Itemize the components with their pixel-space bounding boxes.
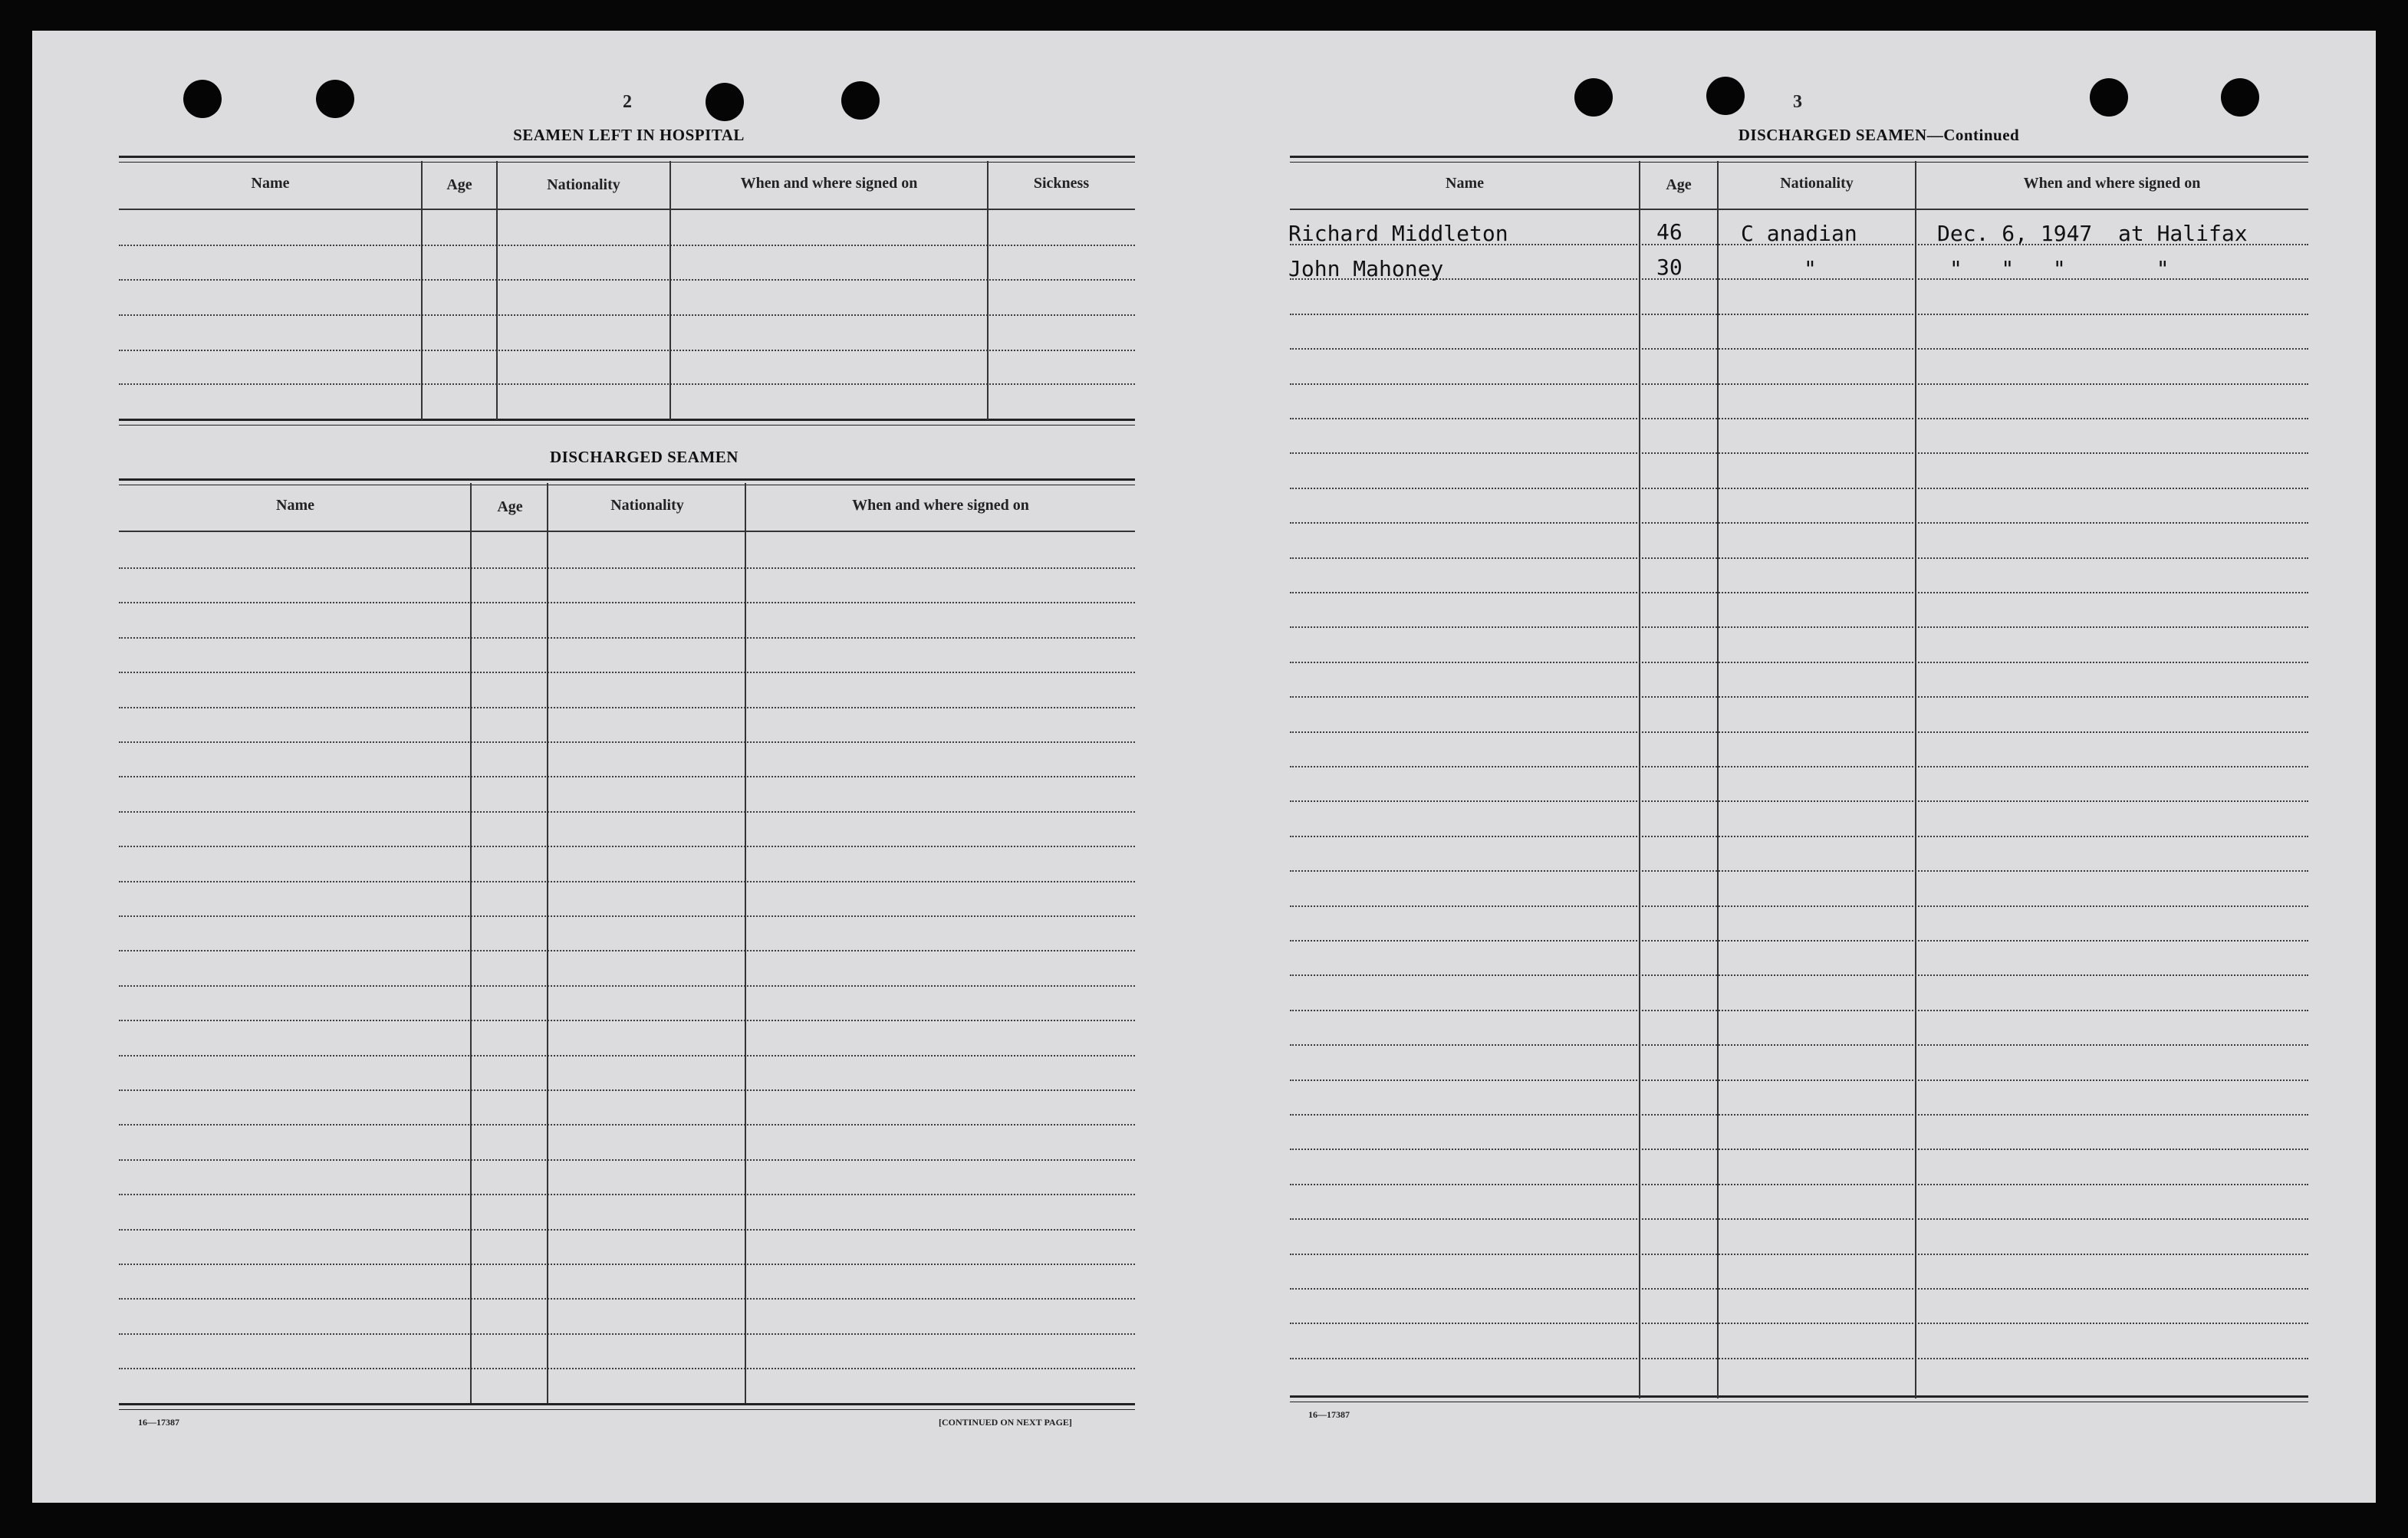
hospital-col-divider: [421, 161, 423, 420]
ruled-row-line: [1290, 870, 2308, 872]
col-header-nationality: Nationality: [1780, 175, 1854, 192]
ruled-row-line: [119, 741, 1135, 743]
ruled-row-line: [1290, 1323, 2308, 1324]
ruled-row-line: [1290, 800, 2308, 802]
hospital-row-line: [119, 314, 1135, 316]
ruled-row-line: [119, 1159, 1135, 1161]
ruled-row-line: [1290, 348, 2308, 350]
form-number: 16—17387: [1308, 1409, 1350, 1420]
ruled-row-line: [1290, 1254, 2308, 1255]
ruled-row-line: [119, 1194, 1135, 1195]
hospital-col-divider: [496, 161, 498, 420]
punch-hole: [2090, 78, 2128, 117]
ruled-row-line: [1290, 974, 2308, 976]
col-header-signed-on: When and where signed on: [740, 175, 918, 192]
col-header-nationality: Nationality: [610, 497, 684, 514]
page-number: 3: [1793, 92, 1802, 112]
hospital-row-line: [119, 350, 1135, 351]
ruled-row-line: [119, 1020, 1135, 1021]
entry-nationality: C anadian: [1741, 221, 1857, 246]
ruled-row-line: [119, 1124, 1135, 1126]
ruled-row-line: [1290, 1010, 2308, 1011]
col-divider: [1639, 161, 1640, 1398]
col-header-signed-on: When and where signed on: [852, 497, 1029, 514]
ruled-row-line: [119, 707, 1135, 708]
ruled-row-line: [1290, 940, 2308, 942]
ruled-row-line: [119, 985, 1135, 987]
ruled-row-line: [1290, 731, 2308, 733]
punch-hole: [841, 81, 880, 120]
col-header-name: Name: [276, 497, 314, 514]
ruled-row-line: [1290, 766, 2308, 767]
hospital-table-top-rule: [119, 156, 1135, 163]
form-number: 16—17387: [138, 1417, 179, 1428]
discharged-header-divider: [119, 531, 1135, 532]
ruled-row-line: [1290, 592, 2308, 593]
ruled-row-line: [119, 602, 1135, 603]
discharged-table-bottom-rule: [119, 1403, 1135, 1410]
entry-age: 30: [1656, 255, 1683, 280]
ruled-row-line: [1290, 383, 2308, 385]
hospital-col-divider: [669, 161, 671, 420]
ruled-row-line: [119, 672, 1135, 673]
hospital-row-line: [119, 279, 1135, 281]
discharged-col-divider: [470, 483, 472, 1403]
discharged-continued-bottom-rule: [1290, 1395, 2308, 1402]
ruled-row-line: [119, 1333, 1135, 1335]
punch-hole: [1574, 78, 1613, 117]
hospital-header-divider: [119, 209, 1135, 210]
ruled-row-line: [1290, 418, 2308, 419]
entry-nationality: ": [1804, 256, 1817, 281]
ruled-row-line: [119, 1298, 1135, 1300]
ruled-row-line: [119, 567, 1135, 569]
ruled-row-line: [119, 1229, 1135, 1231]
punch-hole: [706, 83, 744, 121]
discharged-continued-top-rule: [1290, 156, 2308, 163]
continued-note: [CONTINUED ON NEXT PAGE]: [939, 1417, 1072, 1428]
ruled-row-line: [119, 950, 1135, 951]
punch-hole: [1706, 77, 1745, 115]
hospital-table-bottom-rule: [119, 419, 1135, 426]
col-header-age: Age: [497, 498, 523, 515]
col-divider: [1915, 161, 1916, 1398]
hospital-row-line: [119, 245, 1135, 246]
ruled-row-line: [119, 1089, 1135, 1091]
ruled-row-line: [1290, 1218, 2308, 1220]
ruled-row-line: [1290, 1149, 2308, 1150]
ruled-row-line: [1290, 1358, 2308, 1359]
ruled-row-line: [1290, 1184, 2308, 1185]
discharged-continued-title: [1572, 126, 2186, 145]
ruled-row-line: [119, 637, 1135, 639]
title-main: DISCHARGED SEAMEN: [1738, 126, 1927, 144]
ruled-row-line: [1290, 522, 2308, 524]
ruled-row-line: [1290, 1288, 2308, 1290]
ruled-row-line: [1290, 452, 2308, 454]
entry-signed-on: " " " ": [1949, 256, 2170, 281]
hospital-col-divider: [987, 161, 989, 420]
ruled-row-line: [1290, 836, 2308, 837]
ruled-row-line: [119, 776, 1135, 777]
hospital-row-line: [119, 383, 1135, 385]
entry-name: Richard Middleton: [1288, 221, 1508, 246]
col-header-nationality: Nationality: [547, 176, 620, 193]
discharged-table-top-rule: [119, 478, 1135, 485]
entry-signed-on: Dec. 6, 1947 at Halifax: [1937, 221, 2248, 246]
punch-hole: [316, 80, 354, 118]
ruled-row-line: [1290, 696, 2308, 698]
ruled-row-line: [119, 846, 1135, 847]
ruled-row-line: [119, 881, 1135, 882]
ruled-row-line: [1290, 1044, 2308, 1046]
ruled-row-line: [119, 1368, 1135, 1369]
punch-hole: [183, 80, 222, 118]
col-header-age: Age: [446, 176, 472, 193]
title-suffix: —Continued: [1926, 126, 2020, 144]
entry-age: 46: [1656, 219, 1683, 245]
ruled-row-line: [119, 811, 1135, 813]
col-header-sickness: Sickness: [1033, 175, 1090, 192]
ruled-row-line: [119, 1055, 1135, 1057]
discharged-section-title: DISCHARGED SEAMEN: [550, 448, 739, 466]
ruled-row-line: [1290, 557, 2308, 559]
ruled-row-line: [119, 915, 1135, 917]
hospital-section-title: SEAMEN LEFT IN HOSPITAL: [513, 126, 745, 144]
discharged-col-divider: [745, 483, 746, 1403]
punch-hole: [2221, 78, 2259, 117]
col-header-name: Name: [1446, 175, 1484, 192]
col-header-name: Name: [251, 175, 290, 192]
entry-name: John Mahoney: [1288, 256, 1444, 281]
header-divider: [1290, 209, 2308, 210]
ruled-row-line: [1290, 488, 2308, 489]
discharged-col-divider: [547, 483, 548, 1403]
ruled-row-line: [1290, 1080, 2308, 1081]
ruled-row-line: [1290, 314, 2308, 315]
ruled-row-line: [1290, 905, 2308, 907]
col-header-age: Age: [1666, 176, 1692, 193]
col-divider: [1717, 161, 1719, 1398]
ruled-row-line: [1290, 1114, 2308, 1116]
ruled-row-line: [1290, 662, 2308, 663]
ruled-row-line: [119, 1264, 1135, 1265]
ruled-row-line: [1290, 626, 2308, 628]
page-number: 2: [623, 92, 632, 112]
col-header-signed-on: When and where signed on: [2023, 175, 2201, 192]
